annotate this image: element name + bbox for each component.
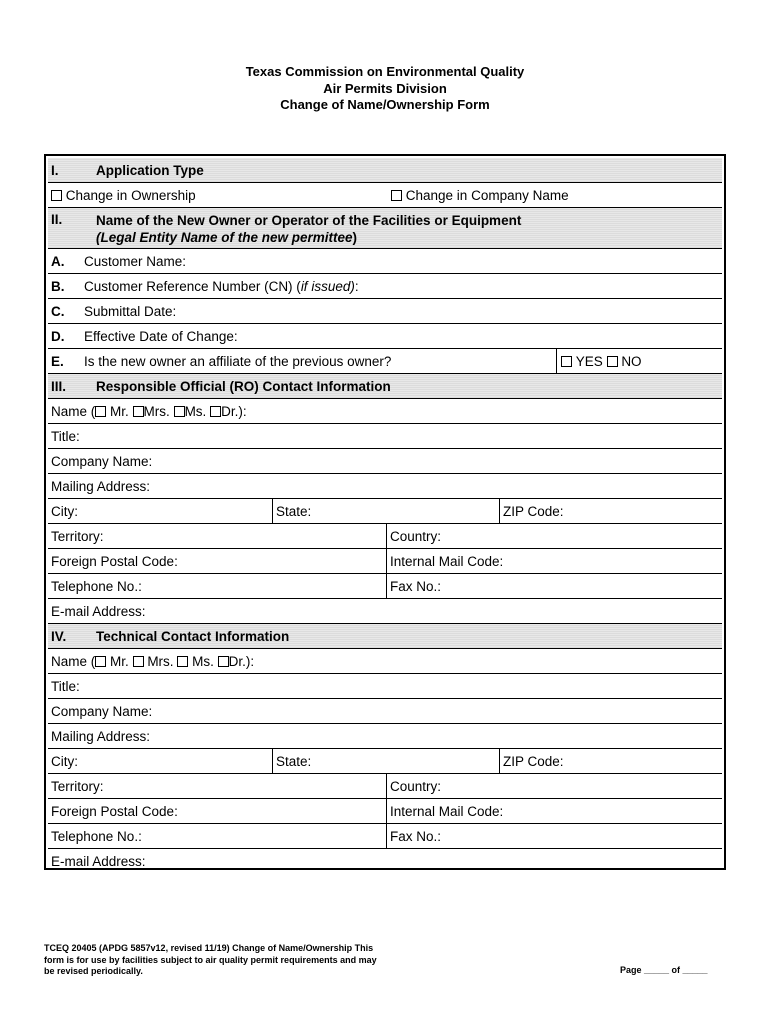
telephone-label: Telephone No.: (51, 578, 142, 594)
row-letter: E. (51, 353, 64, 369)
telephone-cell[interactable] (48, 824, 142, 848)
tech-postal-row (48, 799, 722, 824)
footer-line: be revised periodically. (44, 966, 143, 976)
country-label: Country: (390, 528, 442, 544)
zip-label: ZIP Code: (503, 753, 564, 769)
effective-date-label: Effective Date of Change: (84, 328, 238, 344)
change-in-ownership-label: Change in Ownership (65, 187, 196, 203)
submittal-date-row[interactable] (48, 299, 722, 324)
effective-date-row[interactable] (48, 324, 722, 349)
company-name-label: Company Name: (51, 453, 153, 469)
form-header (0, 64, 770, 114)
ms-label: Ms. (184, 403, 207, 419)
footer-line: form is for use by facilities subject to air quality permit requirements and may (44, 954, 377, 965)
cn-label-italic: if issued) (300, 278, 355, 294)
section-2-header (48, 208, 722, 249)
state-cell[interactable] (273, 749, 311, 773)
state-cell[interactable] (273, 499, 311, 523)
tech-name-row (48, 649, 722, 674)
affiliate-question: Is the new owner an affiliate of the previous owner? (84, 353, 392, 369)
state-label: State: (276, 753, 312, 769)
change-of-ownership-form (44, 154, 726, 870)
internal-mail-cell[interactable] (387, 799, 503, 823)
ro-territory-row (48, 524, 722, 549)
customer-name-label: Customer Name: (84, 253, 187, 269)
dr-checkbox[interactable] (218, 656, 229, 667)
ms-checkbox[interactable] (177, 656, 188, 667)
fax-cell[interactable] (387, 824, 441, 848)
ms-label: Ms. (192, 653, 214, 669)
cn-label-text: Customer Reference Number (CN) ( (84, 278, 301, 294)
name-field (51, 654, 254, 669)
section-1-header (48, 158, 722, 183)
section-number: I. (51, 162, 59, 178)
fax-label: Fax No.: (390, 578, 442, 594)
fax-label: Fax No.: (390, 828, 442, 844)
tech-company-row[interactable] (48, 699, 722, 724)
tech-city-row (48, 749, 722, 774)
row-letter: C. (51, 303, 65, 319)
footer-line: TCEQ 20405 (APDG 5857v12, revised 11/19) Change of Name/Ownership This (44, 943, 374, 953)
yes-checkbox[interactable] (561, 356, 572, 367)
customer-name-row[interactable] (48, 249, 722, 274)
customer-reference-number-row[interactable] (48, 274, 722, 299)
section-title: Technical Contact Information (96, 628, 290, 644)
tech-mailing-row[interactable] (48, 724, 722, 749)
section-subtitle: (Legal Entity Name of the new permittee (96, 230, 353, 245)
name-field (51, 404, 247, 419)
zip-label: ZIP Code: (503, 503, 564, 519)
internal-mail-label: Internal Mail Code: (390, 803, 504, 819)
ro-name-row (48, 399, 722, 424)
fax-cell[interactable] (387, 574, 441, 598)
dr-checkbox[interactable] (210, 406, 221, 417)
name-prefix: Name ( (51, 403, 96, 419)
submittal-date-label: Submittal Date: (84, 303, 177, 319)
section-title (96, 212, 521, 246)
territory-cell[interactable] (48, 774, 104, 798)
section-number: II. (51, 212, 63, 227)
mailing-address-label: Mailing Address: (51, 728, 151, 744)
section-title: Application Type (96, 162, 204, 178)
yes-label: YES (575, 353, 603, 369)
mailing-address-label: Mailing Address: (51, 478, 151, 494)
row-letter: D. (51, 328, 65, 344)
no-label: NO (621, 353, 642, 369)
ro-email-row[interactable] (48, 599, 722, 624)
division-name: Air Permits Division (323, 80, 447, 96)
email-label: E-mail Address: (51, 854, 146, 869)
foreign-postal-cell[interactable] (48, 799, 178, 823)
foreign-postal-label: Foreign Postal Code: (51, 803, 178, 819)
section-number: III. (51, 378, 67, 394)
telephone-cell[interactable] (48, 574, 142, 598)
affiliate-row (48, 349, 722, 374)
ro-title-row[interactable] (48, 424, 722, 449)
mr-checkbox[interactable] (95, 656, 106, 667)
mrs-label: Mrs. (147, 653, 174, 669)
agency-name: Texas Commission on Environmental Quality (245, 64, 525, 79)
tech-email-row[interactable] (48, 849, 722, 874)
section-subtitle-close: ) (352, 230, 358, 245)
dr-label: Dr.): (221, 403, 247, 419)
city-label: City: (51, 503, 78, 519)
city-label: City: (51, 753, 78, 769)
tech-territory-row (48, 774, 722, 799)
cn-label-end: : (354, 278, 359, 294)
telephone-label: Telephone No.: (51, 828, 142, 844)
city-cell[interactable] (48, 499, 78, 523)
section-3-header (48, 374, 722, 399)
country-cell[interactable] (387, 524, 441, 548)
section-number: IV. (51, 628, 67, 644)
section-4-header (48, 624, 722, 649)
ro-company-row[interactable] (48, 449, 722, 474)
row-letter: B. (51, 278, 65, 294)
city-cell[interactable] (48, 749, 78, 773)
change-in-company-name-checkbox[interactable] (391, 190, 402, 201)
name-prefix: Name ( (51, 653, 96, 669)
territory-label: Territory: (51, 528, 104, 544)
zip-cell[interactable] (500, 499, 564, 523)
tech-title-row[interactable] (48, 674, 722, 699)
form-title: Change of Name/Ownership Form (280, 97, 490, 112)
foreign-postal-cell[interactable] (48, 549, 178, 573)
mr-label: Mr. (110, 403, 129, 419)
ro-phone-row (48, 574, 722, 599)
mr-checkbox[interactable] (95, 406, 106, 417)
email-label: E-mail Address: (51, 603, 146, 619)
territory-label: Territory: (51, 778, 104, 794)
territory-cell[interactable] (48, 524, 104, 548)
ro-mailing-row[interactable] (48, 474, 722, 499)
mrs-checkbox[interactable] (133, 656, 144, 667)
internal-mail-label: Internal Mail Code: (390, 553, 504, 569)
ro-postal-row (48, 549, 722, 574)
ms-checkbox[interactable] (174, 406, 185, 417)
mrs-label: Mrs. (143, 403, 170, 419)
tech-phone-row (48, 824, 722, 849)
section-title-main: Name of the New Owner or Operator of the Facilities or Equipment (96, 213, 522, 228)
page-number: Page _____ of _____ (620, 965, 708, 975)
title-label: Title: (51, 428, 80, 444)
no-checkbox[interactable] (607, 356, 618, 367)
form-footer-note (44, 943, 424, 978)
zip-cell[interactable] (500, 749, 564, 773)
title-label: Title: (51, 678, 80, 694)
change-in-ownership-checkbox[interactable] (51, 190, 62, 201)
change-in-company-name-label: Change in Company Name (405, 187, 569, 203)
internal-mail-cell[interactable] (387, 549, 503, 573)
foreign-postal-label: Foreign Postal Code: (51, 553, 178, 569)
customer-reference-label (84, 279, 359, 294)
country-cell[interactable] (387, 774, 441, 798)
dr-label: Dr.): (228, 653, 255, 669)
row-letter: A. (51, 253, 65, 269)
country-label: Country: (390, 778, 442, 794)
section-title: Responsible Official (RO) Contact Information (96, 378, 391, 394)
state-label: State: (276, 503, 312, 519)
company-name-label: Company Name: (51, 703, 153, 719)
ro-city-row (48, 499, 722, 524)
application-type-row (48, 183, 722, 208)
mr-label: Mr. (110, 653, 129, 669)
mrs-checkbox[interactable] (133, 406, 144, 417)
